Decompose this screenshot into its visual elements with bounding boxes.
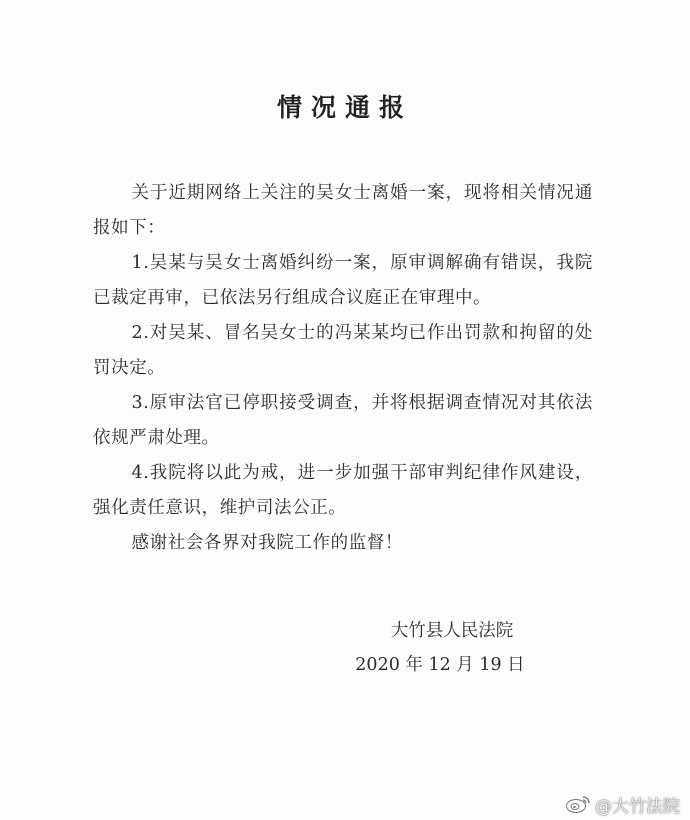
signature-organization: 大竹县人民法院 (390, 621, 514, 641)
document-body (93, 176, 593, 561)
signature-date: 2020 年 12 月 19 日 (355, 655, 525, 675)
weibo-logo-icon (565, 794, 591, 814)
watermark-text: @大竹法院 (595, 796, 680, 817)
document-title: 情况通报 (276, 93, 413, 122)
signature-block (340, 614, 540, 682)
paragraph-item-1: 1.吴某与吴女士离婚纠纷一案，原审调解确有错误，我院已裁定再审，已依法另行组成合议庭正在审理中。 (93, 253, 593, 308)
paragraph-item-4: 4.我院将以此为戒，进一步加强干部审判纪律作风建设，强化责任意识，维护司法公正。 (93, 463, 593, 518)
weibo-watermark (565, 792, 680, 816)
paragraph-thanks: 感谢社会各界对我院工作的监督！ (131, 533, 403, 553)
paragraph-item-2: 2.对吴某、冒名吴女士的冯某某均已作出罚款和拘留的处罚决定。 (93, 323, 593, 378)
paragraph-item-3: 3.原审法官已停职接受调查，并将根据调查情况对其依法依规严肃处理。 (93, 393, 593, 448)
paragraph-intro: 关于近期网络上关注的吴女士离婚一案，现将相关情况通报如下： (93, 183, 593, 238)
